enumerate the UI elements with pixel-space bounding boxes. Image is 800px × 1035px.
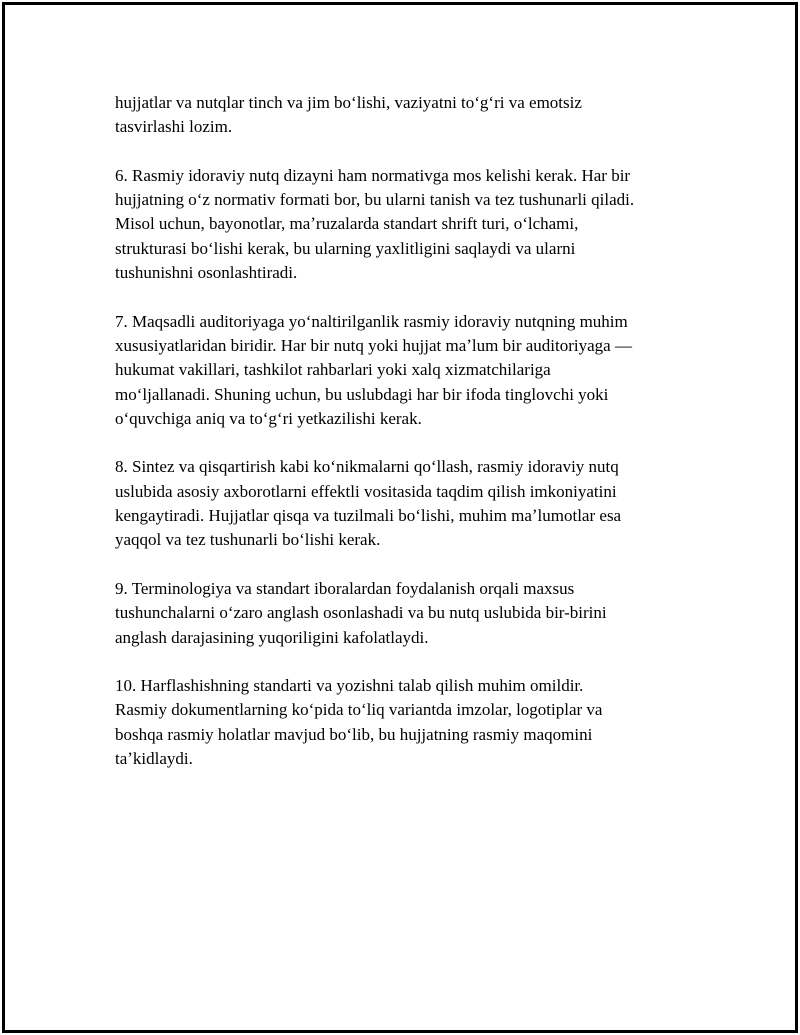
- text-line: tushunchalarni oʻzaro anglash osonlashadi va bu nutq uslubida bir-birini: [115, 603, 607, 623]
- text-line: tushunishni osonlashtiradi.: [115, 263, 298, 283]
- text-line: 7. Maqsadli auditoriyaga yoʻnaltirilganlik rasmiy idoraviy nutqning muhim: [115, 311, 628, 331]
- text-line: hujjatlar va nutqlar tinch va jim boʻlishi, vaziyatni toʻgʻri va emotsiz: [115, 93, 582, 112]
- paragraph-7: [115, 310, 685, 431]
- paragraph-continuation: [115, 91, 685, 140]
- text-line: 8. Sintez va qisqartirish kabi koʻnikmalarni qoʻllash, rasmiy idoraviy nutq: [115, 457, 619, 477]
- text-line: strukturasi boʻlishi kerak, bu ularning yaxlitligini saqlaydi va ularni: [115, 238, 576, 258]
- text-line: hujjatning oʻz normativ formati bor, bu ularni tanish va tez tushunarli qiladi.: [115, 190, 635, 210]
- text-line: 6. Rasmiy idoraviy nutq dizayni ham normativga mos kelishi kerak. Har bir: [115, 165, 631, 185]
- text-line: hukumat vakillari, tashkilot rahbarlari yoki xalq xizmatchilariga: [115, 360, 551, 380]
- text-line: xususiyatlaridan biridir. Har bir nutq yoki hujjat maʼlum bir auditoriyaga —: [115, 335, 632, 355]
- text-line: tasvirlashi lozim.: [115, 117, 233, 137]
- paragraph-10: [115, 674, 685, 771]
- text-line: anglash darajasining yuqoriligini kafolatlaydi.: [115, 627, 429, 647]
- text-line: taʼkidlaydi.: [115, 749, 193, 769]
- text-line: 10. Harflashishning standarti va yozishni talab qilish muhim omildir.: [115, 676, 584, 696]
- paragraph-6: [115, 164, 685, 285]
- paragraph-9: [115, 577, 685, 650]
- text-line: oʻquvchiga aniq va toʻgʻri yetkazilishi kerak.: [115, 408, 422, 428]
- text-line: 9. Terminologiya va standart iboralardan foydalanish orqali maxsus: [115, 578, 575, 598]
- document-body: [115, 91, 685, 796]
- text-line: boshqa rasmiy holatlar mavjud boʻlib, bu hujjatning rasmiy maqomini: [115, 724, 593, 744]
- text-line: Rasmiy dokumentlarning koʻpida toʻliq variantda imzolar, logotiplar va: [115, 700, 603, 720]
- text-line: uslubida asosiy axborotlarni effektli vositasida taqdim qilish imkoniyatini: [115, 481, 617, 501]
- text-line: Misol uchun, bayonotlar, maʼruzalarda standart shrift turi, oʻlchami,: [115, 214, 579, 234]
- text-line: yaqqol va tez tushunarli boʻlishi kerak.: [115, 530, 381, 550]
- paragraph-8: [115, 455, 685, 552]
- text-line: kengaytiradi. Hujjatlar qisqa va tuzilmali boʻlishi, muhim maʼlumotlar esa: [115, 506, 622, 526]
- text-line: moʻljallanadi. Shuning uchun, bu uslubdagi har bir ifoda tinglovchi yoki: [115, 384, 609, 404]
